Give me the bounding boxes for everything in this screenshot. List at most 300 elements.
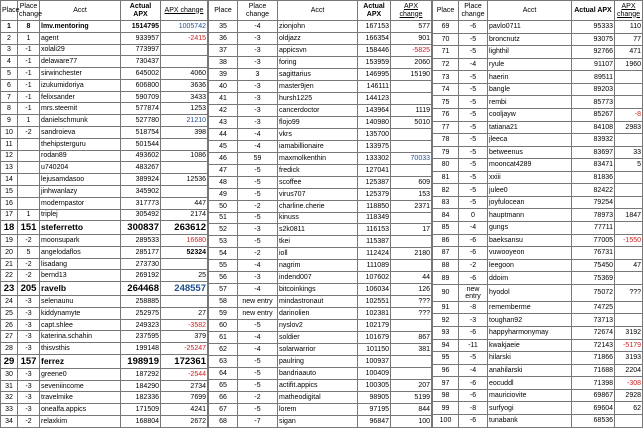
- apx-change-cell: 379: [161, 331, 208, 343]
- place-cell: 34: [1, 416, 18, 428]
- actual-apx-cell: 300837: [121, 221, 161, 235]
- actual-apx-cell: 93075: [572, 33, 615, 46]
- place-cell: 62: [209, 344, 238, 356]
- table-row: [209, 104, 432, 116]
- actual-apx-cell: 69867: [572, 389, 615, 402]
- place-change-cell: 1: [18, 32, 40, 44]
- acct-cell: betweenus: [488, 146, 572, 159]
- acct-cell: surfyogi: [488, 402, 572, 415]
- table-row: [433, 159, 643, 172]
- actual-apx-cell: 74725: [572, 301, 615, 314]
- place-cell: 10: [1, 127, 18, 139]
- place-cell: 3: [1, 44, 18, 56]
- place-change-cell: 151: [18, 221, 40, 235]
- actual-apx-cell: 590709: [121, 91, 161, 103]
- header-actual-apx: Actual APX: [121, 1, 161, 21]
- table-row: [209, 164, 432, 176]
- place-cell: 54: [209, 248, 238, 260]
- apx-change-cell: ???: [615, 284, 643, 301]
- apx-change-cell: 2060: [391, 56, 432, 68]
- place-cell: 84: [433, 209, 459, 222]
- acct-cell: bernd13: [40, 270, 121, 282]
- actual-apx-cell: 107602: [358, 272, 391, 284]
- table-row: [209, 392, 432, 404]
- apx-change-cell: 844: [391, 404, 432, 416]
- header-acct: Acct: [40, 1, 121, 21]
- table-row: [433, 414, 643, 427]
- apx-change-cell: [615, 314, 643, 327]
- table-row: [433, 33, 643, 46]
- place-change-cell: -3: [18, 368, 40, 380]
- table-row: [1, 150, 208, 162]
- header-acct: Acct: [278, 1, 358, 21]
- actual-apx-cell: 83932: [572, 134, 615, 147]
- table-row: [433, 58, 643, 71]
- apx-change-cell: -8: [615, 108, 643, 121]
- place-cell: 19: [1, 235, 18, 247]
- place-cell: 53: [209, 236, 238, 248]
- place-change-cell: -4: [459, 222, 488, 235]
- place-change-cell: -3: [18, 392, 40, 404]
- table-row: [209, 176, 432, 188]
- table-row: [209, 128, 432, 140]
- apx-change-cell: 5010: [391, 116, 432, 128]
- apx-change-cell: 2734: [161, 380, 208, 392]
- table-row: [1, 209, 208, 221]
- header-place: Place: [209, 1, 238, 21]
- header-place-change: Place change: [18, 1, 40, 21]
- actual-apx-cell: 102551: [358, 296, 391, 308]
- table-row: [1, 44, 208, 56]
- acct-cell: relaxkim: [40, 416, 121, 428]
- header-apx-change: APX change: [615, 1, 643, 21]
- place-cell: 95: [433, 352, 459, 365]
- place-cell: 63: [209, 356, 238, 368]
- apx-change-cell: 2371: [391, 200, 432, 212]
- place-change-cell: -4: [238, 21, 278, 33]
- place-cell: 17: [1, 209, 18, 221]
- apx-change-cell: -2544: [161, 368, 208, 380]
- actual-apx-cell: 100305: [358, 380, 391, 392]
- acct-cell: broncnutz: [488, 33, 572, 46]
- acct-cell: moonsupark: [40, 235, 121, 247]
- place-change-cell: -5: [238, 236, 278, 248]
- acct-cell: baeksansu: [488, 234, 572, 247]
- place-change-cell: -4: [238, 128, 278, 140]
- header-row: [1, 1, 208, 21]
- place-change-cell: -3: [238, 80, 278, 92]
- place-cell: 22: [1, 270, 18, 282]
- place-cell: 42: [209, 104, 238, 116]
- place-change-cell: -4: [459, 58, 488, 71]
- table-row: [209, 272, 432, 284]
- table-row: [209, 248, 432, 260]
- acct-cell: rememberme: [488, 301, 572, 314]
- place-cell: 67: [209, 404, 238, 416]
- actual-apx-cell: 85267: [572, 108, 615, 121]
- header-actual-apx: Actual APX: [572, 1, 615, 21]
- acct-cell: kiddynamyte: [40, 307, 121, 319]
- acct-cell: zionjohn: [278, 21, 358, 33]
- leaderboard-panel-3: [432, 0, 643, 428]
- apx-change-cell: 207: [391, 380, 432, 392]
- place-cell: 66: [209, 392, 238, 404]
- table-row: [433, 284, 643, 301]
- table-row: [433, 134, 643, 147]
- place-change-cell: -6: [459, 377, 488, 390]
- place-change-cell: 0: [459, 209, 488, 222]
- header-place: Place: [1, 1, 18, 21]
- acct-cell: vuwooyeon: [488, 247, 572, 260]
- acct-cell: tkei: [278, 236, 358, 248]
- apx-change-cell: 52324: [161, 246, 208, 258]
- place-change-cell: -8: [459, 301, 488, 314]
- place-change-cell: -2: [18, 235, 40, 247]
- place-change-cell: 59: [238, 152, 278, 164]
- acct-cell: kinuss: [278, 212, 358, 224]
- apx-change-cell: [391, 320, 432, 332]
- table-row: [1, 368, 208, 380]
- acct-cell: appicsvn: [278, 44, 358, 56]
- table-row: [209, 332, 432, 344]
- place-change-cell: -3: [238, 32, 278, 44]
- table-row: [1, 246, 208, 258]
- actual-apx-cell: 68536: [572, 414, 615, 427]
- apx-change-cell: [615, 134, 643, 147]
- actual-apx-cell: 273730: [121, 258, 161, 270]
- apx-change-cell: 12536: [161, 174, 208, 186]
- place-cell: 98: [433, 389, 459, 402]
- table-row: [1, 197, 208, 209]
- actual-apx-cell: 577874: [121, 103, 161, 115]
- table-row: [209, 224, 432, 236]
- acct-cell: hauptmann: [488, 209, 572, 222]
- place-cell: 37: [209, 44, 238, 56]
- table-row: [209, 32, 432, 44]
- acct-cell: bangle: [488, 83, 572, 96]
- actual-apx-cell: 158446: [358, 44, 391, 56]
- place-change-cell: -6: [459, 21, 488, 34]
- apx-change-cell: -308: [615, 377, 643, 390]
- place-cell: 100: [433, 414, 459, 427]
- table-row: [433, 121, 643, 134]
- place-cell: 36: [209, 32, 238, 44]
- place-cell: 13: [1, 162, 18, 174]
- place-change-cell: -5: [459, 159, 488, 172]
- apx-change-cell: 5: [615, 159, 643, 172]
- apx-change-cell: -3582: [161, 319, 208, 331]
- place-change-cell: -4: [238, 332, 278, 344]
- actual-apx-cell: 146995: [358, 68, 391, 80]
- table-row: [209, 116, 432, 128]
- place-cell: 82: [433, 184, 459, 197]
- place-change-cell: 8: [18, 21, 40, 33]
- apx-change-cell: [161, 296, 208, 308]
- place-change-cell: -2: [18, 270, 40, 282]
- place-change-cell: -5: [238, 188, 278, 200]
- table-row: [1, 296, 208, 308]
- place-cell: 86: [433, 234, 459, 247]
- place-change-cell: -3: [18, 331, 40, 343]
- acct-cell: travelmike: [40, 392, 121, 404]
- place-cell: 1: [1, 21, 18, 33]
- apx-change-cell: 15190: [391, 68, 432, 80]
- table-row: [1, 258, 208, 270]
- acct-cell: eocuddl: [488, 377, 572, 390]
- actual-apx-cell: 76731: [572, 247, 615, 260]
- table-row: [209, 368, 432, 380]
- place-cell: 43: [209, 116, 238, 128]
- actual-apx-cell: 118349: [358, 212, 391, 224]
- place-change-cell: -5: [459, 33, 488, 46]
- place-cell: 24: [1, 296, 18, 308]
- apx-change-cell: 609: [391, 176, 432, 188]
- acct-cell: mooncat4289: [488, 159, 572, 172]
- apx-change-cell: [391, 356, 432, 368]
- apx-change-cell: 2180: [391, 248, 432, 260]
- place-change-cell: -1: [18, 44, 40, 56]
- place-change-cell: -2: [459, 259, 488, 272]
- place-cell: 11: [1, 138, 18, 150]
- acct-cell: thisvsthis: [40, 343, 121, 355]
- place-cell: 55: [209, 260, 238, 272]
- apx-change-cell: [615, 272, 643, 285]
- place-cell: 27: [1, 331, 18, 343]
- table-row: [433, 96, 643, 109]
- acct-cell: lighthil: [488, 46, 572, 59]
- place-change-cell: -5: [459, 196, 488, 209]
- apx-change-cell: 77: [615, 33, 643, 46]
- acct-cell: actifit.appics: [278, 380, 358, 392]
- place-change-cell: -6: [459, 247, 488, 260]
- table-row: [1, 138, 208, 150]
- place-change-cell: -3: [238, 56, 278, 68]
- apx-change-cell: [615, 222, 643, 235]
- actual-apx-cell: 115387: [358, 236, 391, 248]
- acct-cell: julee0: [488, 184, 572, 197]
- place-cell: 59: [209, 308, 238, 320]
- place-change-cell: -3: [238, 272, 278, 284]
- table-row: [1, 79, 208, 91]
- place-cell: 75: [433, 96, 459, 109]
- apx-change-cell: 447: [161, 197, 208, 209]
- place-cell: 2: [1, 32, 18, 44]
- actual-apx-cell: 75450: [572, 259, 615, 272]
- table-row: [209, 44, 432, 56]
- place-change-cell: 205: [18, 282, 40, 296]
- place-change-cell: 1: [18, 115, 40, 127]
- place-change-cell: -4: [238, 140, 278, 152]
- actual-apx-cell: 168804: [121, 416, 161, 428]
- actual-apx-cell: 389924: [121, 174, 161, 186]
- acct-cell: lejusamdasoo: [40, 174, 121, 186]
- place-cell: 40: [209, 80, 238, 92]
- place-change-cell: [18, 197, 40, 209]
- apx-change-cell: -5179: [615, 339, 643, 352]
- place-cell: 90: [433, 284, 459, 301]
- actual-apx-cell: 77711: [572, 222, 615, 235]
- actual-apx-cell: 72674: [572, 327, 615, 340]
- place-cell: 31: [1, 380, 18, 392]
- table-row: [433, 377, 643, 390]
- place-cell: 35: [209, 21, 238, 33]
- table-row: [433, 352, 643, 365]
- table-row: [433, 389, 643, 402]
- acct-cell: ravelb: [40, 282, 121, 296]
- table-row: [1, 343, 208, 355]
- actual-apx-cell: 305492: [121, 209, 161, 221]
- table-row: [1, 221, 208, 235]
- table-row: [433, 46, 643, 59]
- apx-change-cell: 1086: [161, 150, 208, 162]
- table-row: [433, 71, 643, 84]
- table-row: [209, 320, 432, 332]
- apx-change-cell: [391, 140, 432, 152]
- table-row: [209, 80, 432, 92]
- place-change-cell: -5: [459, 171, 488, 184]
- place-change-cell: -2: [18, 127, 40, 139]
- place-cell: 76: [433, 108, 459, 121]
- acct-cell: ioll: [278, 248, 358, 260]
- acct-cell: leegoon: [488, 259, 572, 272]
- place-change-cell: -5: [459, 352, 488, 365]
- actual-apx-cell: 199148: [121, 343, 161, 355]
- apx-change-cell: [391, 92, 432, 104]
- acct-cell: indend007: [278, 272, 358, 284]
- place-change-cell: [18, 174, 40, 186]
- actual-apx-cell: 167153: [358, 21, 391, 33]
- apx-change-cell: [161, 56, 208, 68]
- apx-change-cell: [615, 414, 643, 427]
- actual-apx-cell: 96847: [358, 415, 391, 427]
- place-change-cell: -3: [18, 296, 40, 308]
- table-row: [433, 171, 643, 184]
- table-row: [209, 140, 432, 152]
- apx-change-cell: 398: [161, 127, 208, 139]
- table-row: [209, 236, 432, 248]
- acct-cell: jleeca: [488, 134, 572, 147]
- actual-apx-cell: 289533: [121, 235, 161, 247]
- place-change-cell: -3: [18, 380, 40, 392]
- actual-apx-cell: 100937: [358, 356, 391, 368]
- acct-cell: pavlo0711: [488, 21, 572, 34]
- apx-change-cell: [615, 83, 643, 96]
- place-cell: 83: [433, 196, 459, 209]
- table-row: [433, 184, 643, 197]
- place-cell: 91: [433, 301, 459, 314]
- place-cell: 77: [433, 121, 459, 134]
- actual-apx-cell: 118850: [358, 200, 391, 212]
- table-row: [1, 331, 208, 343]
- apx-change-cell: -5825: [391, 44, 432, 56]
- place-change-cell: -1: [18, 56, 40, 68]
- apx-change-cell: [615, 171, 643, 184]
- place-cell: 16: [1, 197, 18, 209]
- actual-apx-cell: 106034: [358, 284, 391, 296]
- place-cell: 23: [1, 282, 18, 296]
- actual-apx-cell: 77005: [572, 234, 615, 247]
- place-change-cell: -1: [18, 68, 40, 80]
- actual-apx-cell: 140980: [358, 116, 391, 128]
- acct-cell: ferrez: [40, 355, 121, 369]
- table-row: [209, 296, 432, 308]
- table-row: [1, 404, 208, 416]
- table-row: [1, 270, 208, 282]
- table-row: [209, 68, 432, 80]
- header-place: Place: [433, 1, 459, 21]
- acct-cell: tatiana21: [488, 121, 572, 134]
- place-cell: 68: [209, 415, 238, 427]
- header-place-change: Place change: [459, 1, 488, 21]
- apx-change-cell: -2415: [161, 32, 208, 44]
- apx-change-cell: [391, 260, 432, 272]
- acct-cell: thehipsterguru: [40, 138, 121, 150]
- apx-change-cell: 2204: [615, 364, 643, 377]
- place-cell: 18: [1, 221, 18, 235]
- actual-apx-cell: 83697: [572, 146, 615, 159]
- place-change-cell: -5: [459, 46, 488, 59]
- actual-apx-cell: 89203: [572, 83, 615, 96]
- actual-apx-cell: 1514795: [121, 21, 161, 33]
- actual-apx-cell: 75072: [572, 284, 615, 301]
- table-row: [209, 380, 432, 392]
- place-cell: 7: [1, 91, 18, 103]
- acct-cell: ryule: [488, 58, 572, 71]
- table-row: [209, 356, 432, 368]
- place-cell: 41: [209, 92, 238, 104]
- acct-cell: anahilarski: [488, 364, 572, 377]
- place-cell: 15: [1, 185, 18, 197]
- acct-cell: fredick: [278, 164, 358, 176]
- table-row: [433, 339, 643, 352]
- actual-apx-cell: 166354: [358, 32, 391, 44]
- actual-apx-cell: 773997: [121, 44, 161, 56]
- actual-apx-cell: 81836: [572, 171, 615, 184]
- actual-apx-cell: 97195: [358, 404, 391, 416]
- table-row: [433, 314, 643, 327]
- header-actual-apx: Actual APX: [358, 1, 391, 21]
- acct-cell: flojo99: [278, 116, 358, 128]
- place-cell: 78: [433, 134, 459, 147]
- table-row: [1, 91, 208, 103]
- table-row: [1, 355, 208, 369]
- apx-change-cell: [391, 212, 432, 224]
- place-change-cell: -2: [18, 416, 40, 428]
- actual-apx-cell: 69604: [572, 402, 615, 415]
- place-change-cell: -6: [459, 272, 488, 285]
- leaderboard-panel-1: [0, 0, 208, 428]
- apx-change-cell: 471: [615, 46, 643, 59]
- actual-apx-cell: 85773: [572, 96, 615, 109]
- actual-apx-cell: 101679: [358, 332, 391, 344]
- apx-change-cell: 263612: [161, 221, 208, 235]
- actual-apx-cell: 73713: [572, 314, 615, 327]
- actual-apx-cell: 78973: [572, 209, 615, 222]
- table-row: [433, 146, 643, 159]
- apx-change-cell: [615, 184, 643, 197]
- place-change-cell: -5: [459, 134, 488, 147]
- table-row: [1, 115, 208, 127]
- apx-change-cell: [161, 162, 208, 174]
- actual-apx-cell: 345902: [121, 185, 161, 197]
- acct-cell: lmv.mentoring: [40, 21, 121, 33]
- actual-apx-cell: 79254: [572, 196, 615, 209]
- table-row: [1, 380, 208, 392]
- acct-cell: master9jen: [278, 80, 358, 92]
- place-change-cell: -2: [18, 258, 40, 270]
- apx-change-cell: 110: [615, 21, 643, 34]
- actual-apx-cell: 133302: [358, 152, 391, 164]
